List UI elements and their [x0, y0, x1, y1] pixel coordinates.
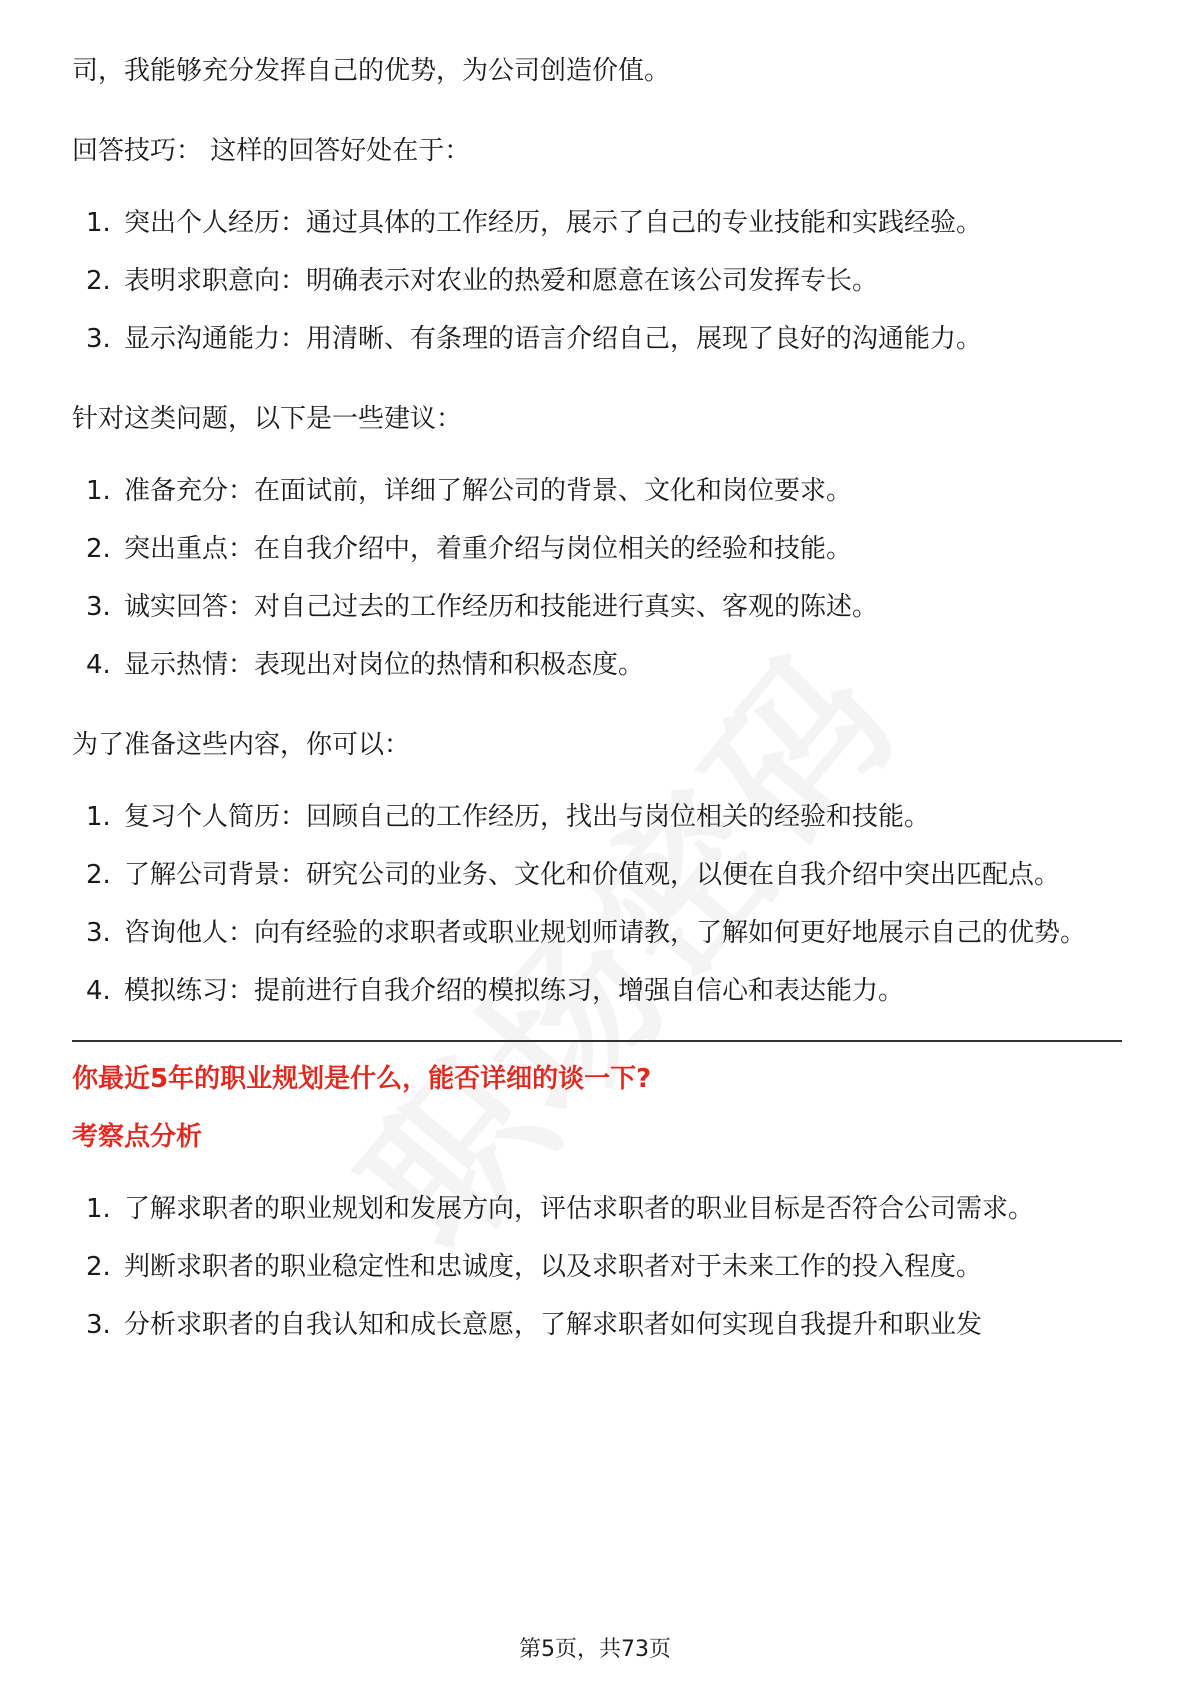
- list-text: 表明求职意向：明确表示对农业的热爱和愿意在该公司发挥专长。: [124, 266, 879, 296]
- list-item: [72, 846, 1122, 904]
- list-item: [72, 252, 1122, 310]
- prepare-list: [72, 788, 1122, 1020]
- list-number: 4.: [86, 976, 111, 1006]
- list-text: 显示热情：表现出对岗位的热情和积极态度。: [124, 650, 645, 680]
- list-number: 1.: [86, 476, 111, 506]
- list-item: [72, 1296, 1122, 1354]
- list-item: [72, 788, 1122, 846]
- advice-list: [72, 462, 1122, 694]
- list-item: [72, 962, 1122, 1020]
- list-item: [72, 578, 1122, 636]
- list-item: [72, 1180, 1122, 1238]
- list-item: [72, 520, 1122, 578]
- analysis-heading: 考察点分析: [72, 1122, 203, 1152]
- tips-list: [72, 194, 1122, 368]
- list-number: 4.: [86, 650, 111, 680]
- list-text: 突出个人经历：通过具体的工作经历，展示了自己的专业技能和实践经验。: [124, 208, 983, 238]
- list-number: 3.: [86, 592, 111, 622]
- list-number: 3.: [86, 1310, 111, 1340]
- list-text: 了解求职者的职业规划和发展方向，评估求职者的职业目标是否符合公司需求。: [124, 1194, 1035, 1224]
- list-text: 分析求职者的自我认知和成长意愿，了解求职者如何实现自我提升和职业发: [124, 1310, 983, 1340]
- list-text: 判断求职者的职业稳定性和忠诚度，以及求职者对于未来工作的投入程度。: [124, 1252, 983, 1282]
- question-title: 你最近5年的职业规划是什么，能否详细的谈一下?: [72, 1064, 652, 1094]
- list-item: [72, 1238, 1122, 1296]
- list-number: 2.: [86, 860, 111, 890]
- page-footer: 第5页，共73页: [519, 1637, 671, 1662]
- list-number: 3.: [86, 324, 111, 354]
- advice-heading: 针对这类问题，以下是一些建议：: [72, 404, 463, 434]
- list-text: 模拟练习：提前进行自我介绍的模拟练习，增强自信心和表达能力。: [124, 976, 905, 1006]
- list-text: 突出重点：在自我介绍中，着重介绍与岗位相关的经验和技能。: [124, 534, 853, 564]
- list-text: 了解公司背景：研究公司的业务、文化和价值观，以便在自我介绍中突出匹配点。: [124, 860, 1061, 890]
- page-content: [72, 42, 1122, 1354]
- list-number: 2.: [86, 266, 111, 296]
- list-text: 咨询他人：向有经验的求职者或职业规划师请教，了解如何更好地展示自己的优势。: [124, 918, 1087, 948]
- list-number: 2.: [86, 534, 111, 564]
- prepare-heading: 为了准备这些内容，你可以：: [72, 730, 411, 760]
- list-text: 诚实回答：对自己过去的工作经历和技能进行真实、客观的陈述。: [124, 592, 879, 622]
- list-number: 1.: [86, 802, 111, 832]
- list-item: [72, 904, 1122, 962]
- list-item: [72, 310, 1122, 368]
- list-number: 1.: [86, 208, 111, 238]
- list-text: 准备充分：在面试前，详细了解公司的背景、文化和岗位要求。: [124, 476, 853, 506]
- list-text: 显示沟通能力：用清晰、有条理的语言介绍自己，展现了良好的沟通能力。: [124, 324, 983, 354]
- analysis-list: [72, 1180, 1122, 1354]
- list-item: [72, 194, 1122, 252]
- list-number: 2.: [86, 1252, 111, 1282]
- list-item: [72, 636, 1122, 694]
- list-item: [72, 462, 1122, 520]
- list-number: 3.: [86, 918, 111, 948]
- list-number: 1.: [86, 1194, 111, 1224]
- intro-paragraph-tail: 司，我能够充分发挥自己的优势，为公司创造价值。: [72, 56, 671, 86]
- list-text: 复习个人简历：回顾自己的工作经历，找出与岗位相关的经验和技能。: [124, 802, 931, 832]
- tips-heading: 回答技巧： 这样的回答好处在于：: [72, 136, 471, 166]
- section-divider: [72, 1040, 1122, 1042]
